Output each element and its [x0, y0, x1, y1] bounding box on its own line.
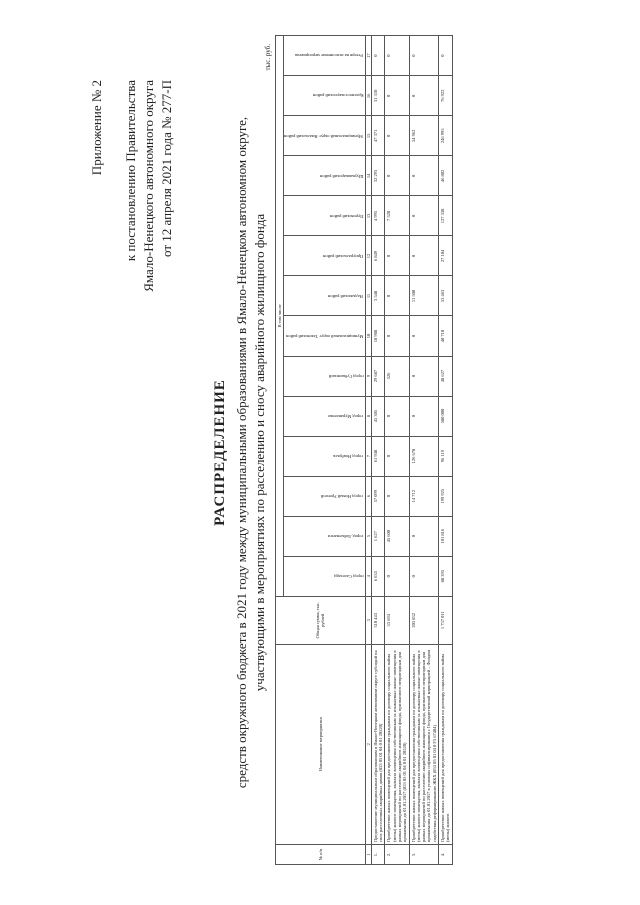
- header-name: Наименование мероприятия: [276, 644, 366, 844]
- row-value: 27 104: [439, 236, 453, 276]
- header-municipality: Резерв на исполнение мероприятия: [284, 36, 365, 76]
- row-value: 126 678: [409, 436, 438, 476]
- row-value: 45 600: [385, 516, 409, 556]
- row-value: 0: [385, 116, 409, 156]
- column-number: 6: [365, 476, 371, 516]
- document-subtitle-1: средств окружного бюджета в 2021 году между муниципальными образованиями в Ямало-Ненецком автономном округе,: [234, 116, 249, 789]
- row-total: 310 443: [371, 596, 385, 644]
- header-municipality: Муниципальный округ Ямальский район: [284, 116, 365, 156]
- row-value: 0: [385, 476, 409, 516]
- row-value: 4 995: [371, 196, 385, 236]
- row-total: 53 694: [385, 596, 409, 644]
- row-value: 11 500: [409, 276, 438, 316]
- column-number: 10: [365, 316, 371, 356]
- header-municipality: Шурышкарский район: [284, 156, 365, 196]
- row-value: 54 962: [409, 116, 438, 156]
- column-number: 7: [365, 436, 371, 476]
- header-municipality: Муниципальный округ Тазовский район: [284, 316, 365, 356]
- table-row: [371, 36, 385, 865]
- column-number: 9: [365, 356, 371, 396]
- row-value: 47 371: [371, 116, 385, 156]
- column-number: 13: [365, 196, 371, 236]
- appendix-title: Приложение № 2: [89, 80, 104, 176]
- header-municipality: город Губкинский: [284, 356, 365, 396]
- row-value: 199 925: [439, 476, 453, 516]
- units-label: тыс. руб.: [264, 44, 272, 71]
- column-number: 11: [365, 276, 371, 316]
- row-value: 127 338: [439, 196, 453, 236]
- row-value: 53 463: [439, 276, 453, 316]
- row-value: 40 710: [439, 316, 453, 356]
- row-value: 0: [371, 36, 385, 76]
- row-value: 6 849: [371, 236, 385, 276]
- document-title: РАСПРЕДЕЛЕНИЕ: [212, 379, 228, 526]
- row-value: 61 948: [371, 436, 385, 476]
- row-value: 1 627: [371, 516, 385, 556]
- row-name: Приобретение жилых помещений для предоставления гражданам по договору социального найма (мены) жилого помещения, выплата возмещения собственникам за изымаемые жилые помещения в рамках мероприятий по расселению аварийного жилищного фонда, признанного непригодным для проживания до 01.01.2017 в условиях софинансирования с Государственной корпорацией – Фондом содействия реформированию ЖКХ (853 05 01 04 0 F3 67484): [409, 644, 438, 844]
- row-value: 48 627: [439, 356, 453, 396]
- row-value: 0: [409, 36, 438, 76]
- column-number: 14: [365, 156, 371, 196]
- row-value: 57 099: [371, 476, 385, 516]
- header-municipality: Пуровский район: [284, 196, 365, 236]
- header-municipality: город Лабытнанги: [284, 516, 365, 556]
- row-value: 0: [409, 356, 438, 396]
- row-value: 0: [385, 316, 409, 356]
- row-value: 0: [385, 156, 409, 196]
- row-value: 0: [385, 36, 409, 76]
- appendix-line-1: к постановлению Правительства: [123, 80, 138, 262]
- row-number: 3.: [409, 844, 438, 864]
- row-value: 3 548: [371, 276, 385, 316]
- row-value: 0: [439, 36, 453, 76]
- row-value: 18 988: [371, 316, 385, 356]
- row-value: 0: [409, 76, 438, 116]
- header-municipality: город Новый Уренгой: [284, 476, 365, 516]
- row-number: 2.: [385, 844, 409, 864]
- row-value: 0: [385, 276, 409, 316]
- appendix-line-2: Ямало-Ненецкого автономного округа: [141, 80, 156, 292]
- row-value: 246 995: [439, 116, 453, 156]
- header-municipality: город Салехард: [284, 556, 365, 596]
- header-municipality: город Ноябрьск: [284, 436, 365, 476]
- row-name: Приобретение жилых помещений для предоставления гражданам по договору социального найма (мены) жилого помещения, выплата возмещения собственникам за изымаемые жилые помещения в рамках мероприятий по расселению аварийного жилищного фонда, признанного непригодным для проживания до 01.01.2017 (853 05 01 04 0 01 20520): [385, 644, 409, 844]
- header-municipality: Приуральский район: [284, 236, 365, 276]
- row-value: 0: [409, 556, 438, 596]
- row-value: 14 712: [409, 476, 438, 516]
- row-value: 6 635: [371, 556, 385, 596]
- row-value: 101 816: [439, 516, 453, 556]
- table-row: [385, 36, 409, 865]
- row-number: 1.: [371, 844, 385, 864]
- appendix-line-3: от 12 апреля 2021 года № 277-П: [159, 80, 174, 257]
- row-value: 45 305: [371, 396, 385, 436]
- header-municipality: Красноселькупский район: [284, 76, 365, 116]
- row-value: 0: [409, 396, 438, 436]
- row-name: Приобретение жилых помещений для предоставления гражданам по договору социального найма (мены) жилого: [439, 644, 453, 844]
- column-number: 5: [365, 516, 371, 556]
- row-value: 46 802: [439, 156, 453, 196]
- column-number: 3: [365, 596, 371, 644]
- row-value: 580 000: [439, 396, 453, 436]
- column-number: 17: [365, 36, 371, 76]
- row-value: 76 922: [439, 76, 453, 116]
- row-value: 0: [385, 436, 409, 476]
- column-number: 15: [365, 116, 371, 156]
- column-number: 8: [365, 396, 371, 436]
- row-value: 0: [409, 316, 438, 356]
- distribution-table: [275, 35, 453, 865]
- row-value: 31 310: [371, 76, 385, 116]
- row-value: 88 395: [439, 556, 453, 596]
- row-value: 0: [409, 236, 438, 276]
- column-number: 2: [365, 644, 371, 844]
- column-number: 1: [365, 844, 371, 864]
- document-subtitle-2: участвующими в мероприятиях по расселению и сносу аварийного жилищного фонда: [252, 213, 267, 692]
- row-value: 0: [409, 156, 438, 196]
- row-value: 96 119: [439, 436, 453, 476]
- table-row: [409, 36, 438, 865]
- row-value: 0: [385, 556, 409, 596]
- header-total: Общая сумма, тыс. рублей: [276, 596, 366, 644]
- header-municipality: Надымский район: [284, 276, 365, 316]
- header-municipality: город Муравленко: [284, 396, 365, 436]
- header-including: В том числе: [276, 36, 284, 597]
- table-row: [439, 36, 453, 865]
- row-value: 0: [385, 236, 409, 276]
- row-total: 203 832: [409, 596, 438, 644]
- column-number: 4: [365, 556, 371, 596]
- row-value: 0: [385, 396, 409, 436]
- row-value: 32 293: [371, 156, 385, 196]
- column-number: 12: [365, 236, 371, 276]
- row-value: 0: [409, 516, 438, 556]
- row-number: 4.: [439, 844, 453, 864]
- row-value: 0: [385, 76, 409, 116]
- row-value: 0: [409, 196, 438, 236]
- row-value: 526: [385, 356, 409, 396]
- row-total: 1 737 011: [439, 596, 453, 644]
- column-number: 16: [365, 76, 371, 116]
- header-no: № п/п: [276, 844, 366, 864]
- row-name: Предоставление муниципальным образованиям в Ямало-Ненецком автономном округе субсидий на снос расселенных аварийных домов (853 05 01 04 0 01 20520): [371, 644, 385, 844]
- row-value: 7 528: [385, 196, 409, 236]
- row-value: 29 687: [371, 356, 385, 396]
